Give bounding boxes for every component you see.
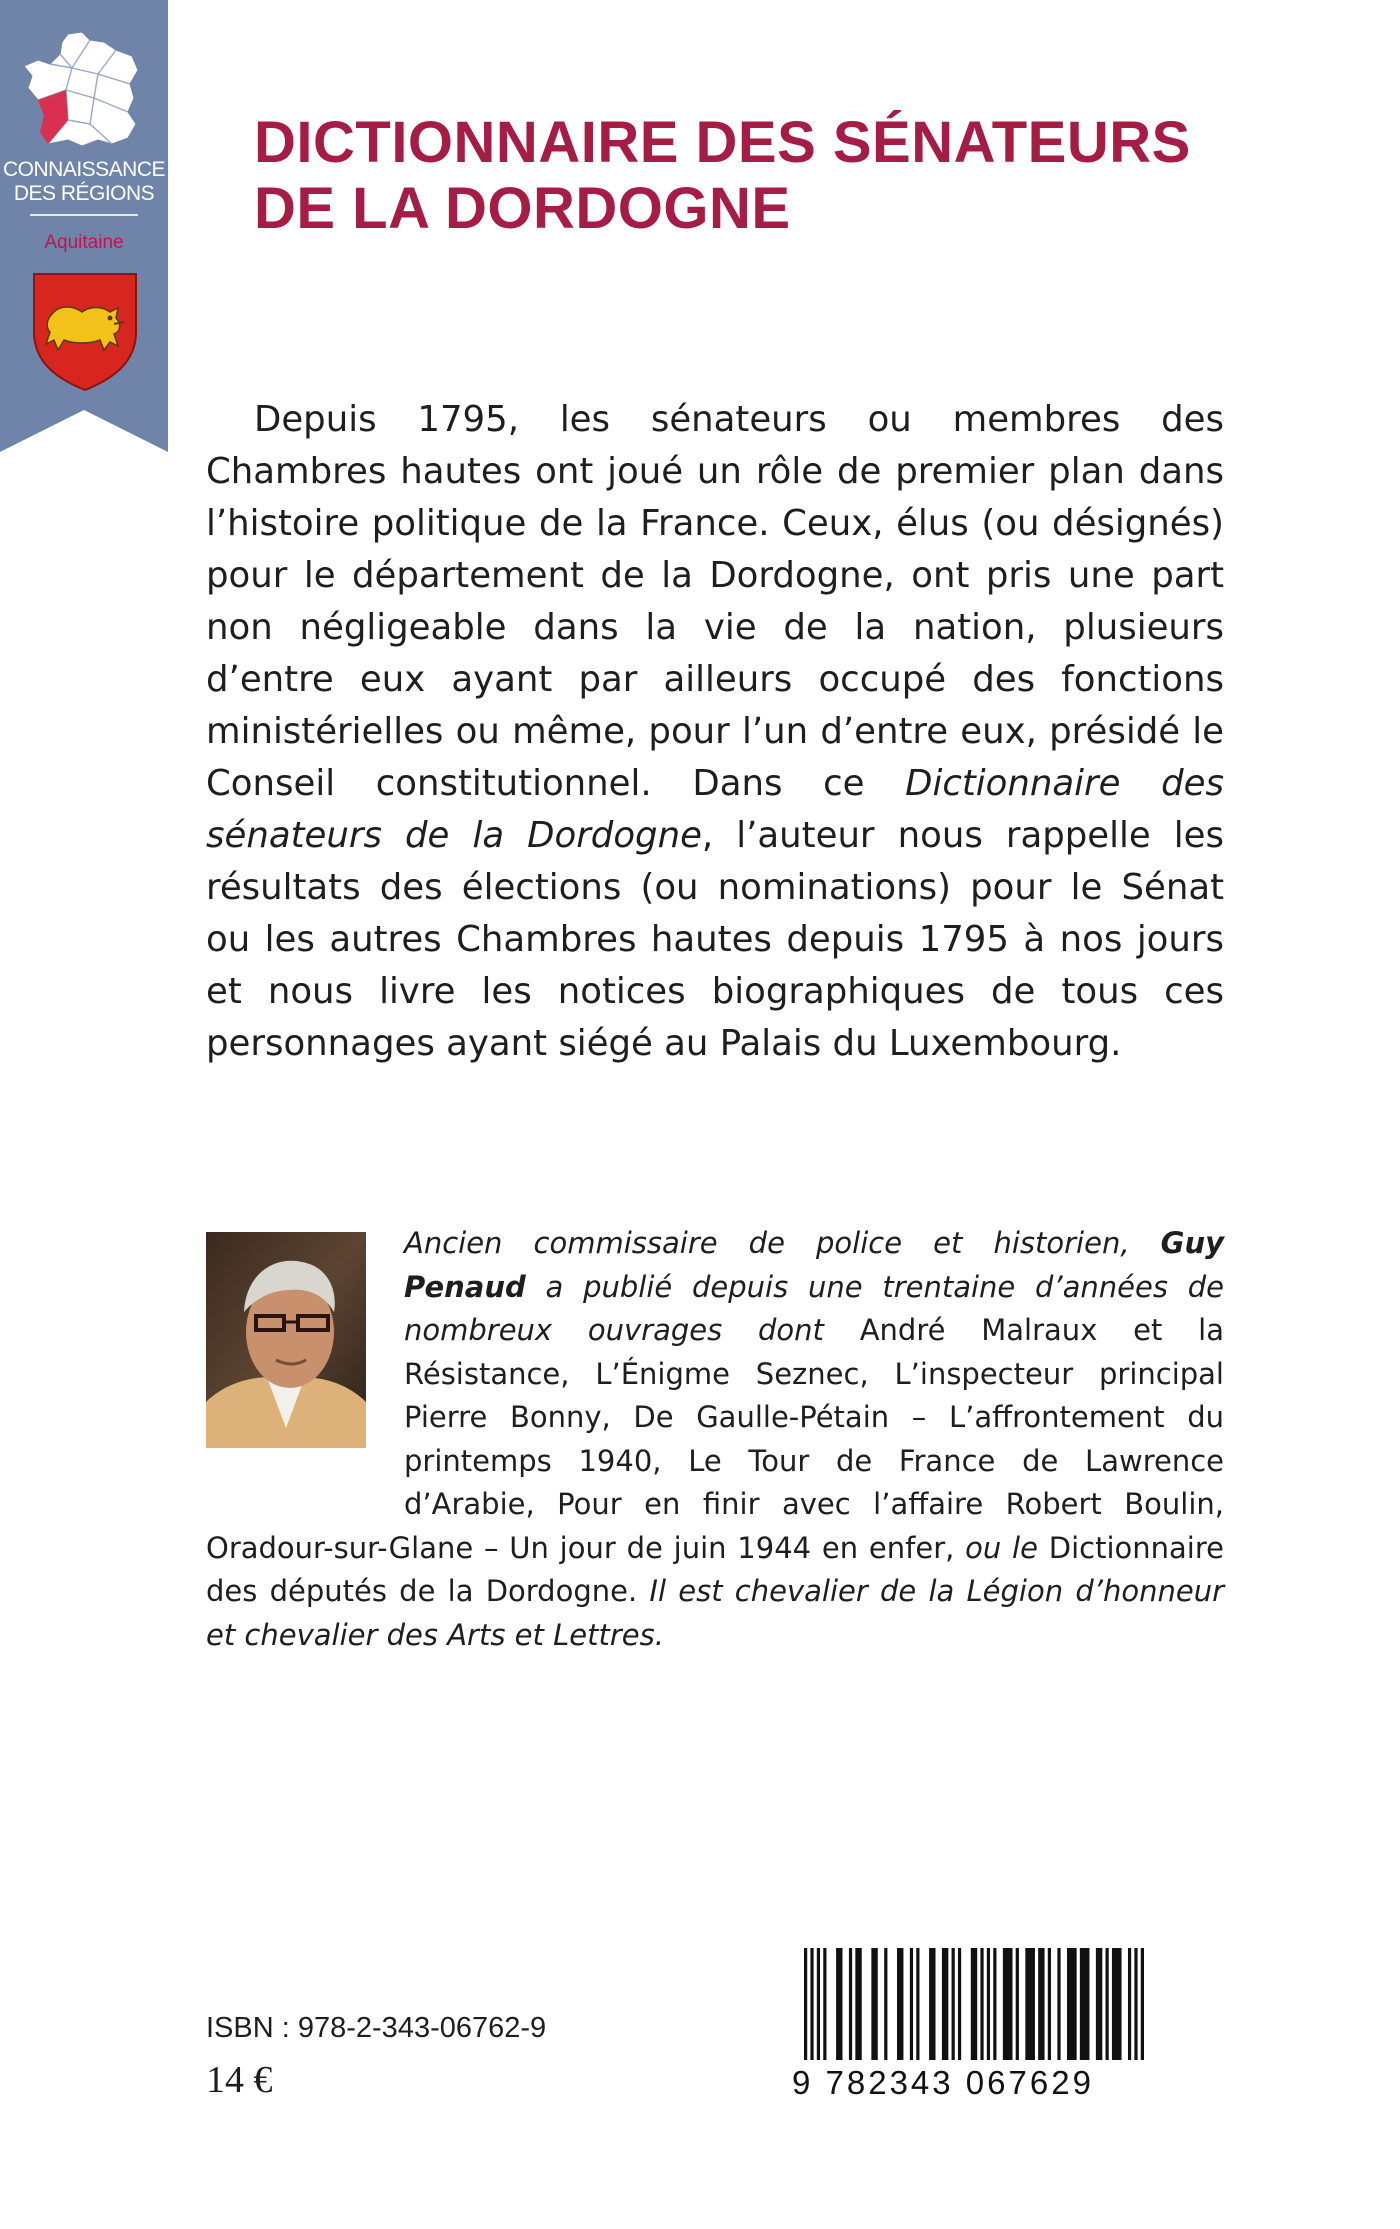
barcode-bar-20 <box>1003 1948 1013 2060</box>
back-cover-blurb <box>206 394 1224 1070</box>
barcode-bar-29 <box>1106 1948 1109 2060</box>
barcode-bar-2 <box>817 1948 820 2060</box>
barcode-bar-15 <box>958 1948 961 2060</box>
bio-works: André Malraux et la Résistance, L’Énigme Seznec, L’inspecteur principal Pierre Bonny, De Gaulle-Pétain – L’affrontement du printemps 1940, Le Tour de France de Lawrence d’Arabie, Pour en finir avec l’affaire Robert Boulin, Oradour-sur-Glane – Un jour de juin 1944 en enfer, <box>206 1313 1224 1565</box>
barcode-bar-4 <box>836 1948 842 2060</box>
barcode-bar-23 <box>1038 1948 1044 2060</box>
title-line-1: DICTIONNAIRE DES SÉNATEURS <box>254 110 1191 175</box>
barcode-bar-6 <box>855 1948 861 2060</box>
barcode-bar-32 <box>1134 1948 1137 2060</box>
barcode-bar-24 <box>1048 1948 1051 2060</box>
france-map-icon <box>20 28 146 154</box>
bio-last-work: Dictionnaire des députés de la Dordogne. <box>206 1530 1224 1608</box>
barcode-bar-5 <box>849 1948 852 2060</box>
barcode-bar-26 <box>1067 1948 1077 2060</box>
barcode-bar-28 <box>1096 1948 1102 2060</box>
barcode-bar-0 <box>804 1948 807 2060</box>
bio-or-the: ou le <box>954 1530 1049 1565</box>
ribbon-divider <box>30 214 138 216</box>
barcode-bar-21 <box>1016 1948 1019 2060</box>
barcode-bar-33 <box>1141 1948 1144 2060</box>
barcode-bar-11 <box>916 1948 919 2060</box>
barcode-digits: 9 782343 067629 <box>792 2064 1094 2101</box>
barcode-bar-16 <box>971 1948 977 2060</box>
book-title <box>254 110 1254 242</box>
barcode-bar-3 <box>823 1948 826 2060</box>
blurb-part-2: , l’auteur nous rappelle les résultats des élections (ou nominations) pour le Sénat ou les autres Chambres hautes depuis 1795 à nos jours et nous livre les notices biographiques de tous ces personnages ayant siégé au Palais du Luxembourg. <box>206 815 1224 1064</box>
barcode-bar-22 <box>1025 1948 1035 2060</box>
title-line-2: DE LA DORDOGNE <box>254 176 791 241</box>
barcode-bar-18 <box>987 1948 990 2060</box>
price: 14 € <box>206 2059 273 2101</box>
barcode-bar-13 <box>942 1948 948 2060</box>
barcode-bar-1 <box>810 1948 813 2060</box>
isbn: ISBN : 978-2-343-06762-9 <box>206 2012 547 2044</box>
barcode-bar-12 <box>929 1948 935 2060</box>
barcode-bar-25 <box>1057 1948 1060 2060</box>
barcode-bar-7 <box>871 1948 877 2060</box>
barcode-bar-31 <box>1128 1948 1131 2060</box>
bio-honors: Il est chevalier de la Légion d’honneur et chevalier des Arts et Lettres. <box>206 1574 1224 1652</box>
barcode-bar-10 <box>910 1948 913 2060</box>
author-name: Guy Penaud <box>404 1226 1224 1304</box>
bio-intro: Ancien commissaire de police et historien, <box>404 1226 1161 1260</box>
bio-intro-2: a publié depuis une trentaine d’années de nombreux ouvrages dont <box>404 1269 1224 1347</box>
barcode-bar-27 <box>1080 1948 1090 2060</box>
barcode-bar-17 <box>980 1948 983 2060</box>
series-line-1: CONNAISSANCE <box>2 158 166 181</box>
barcode-bar-14 <box>952 1948 955 2060</box>
photo-spacer <box>206 1222 404 1524</box>
region-name: Aquitaine <box>44 232 124 253</box>
barcode-bar-19 <box>993 1948 996 2060</box>
series-line-2: DES RÉGIONS <box>13 182 155 205</box>
blurb-part-1: Depuis 1795, les sénateurs ou membres des Chambres hautes ont joué un rôle de premier plan dans l’histoire politique de la France. Ceux, élus (ou désignés) pour le département de la Dordogne, ont pris une part non négligeable dans la vie de la nation, plusieurs d’entre eux ayant par ailleurs occupé des fonctions ministérielles ou même, pour l’un d’entre eux, présidé le Conseil constitutionnel. Dans ce <box>206 399 1224 804</box>
aquitaine-coat-of-arms-icon <box>30 270 140 392</box>
barcode-bar-30 <box>1112 1948 1122 2060</box>
blurb-italic-title: Dictionnaire des sénateurs de la Dordogne <box>206 763 1224 856</box>
author-bio <box>206 1222 1224 1657</box>
barcode-bar-9 <box>897 1948 903 2060</box>
barcode-bar-8 <box>884 1948 887 2060</box>
series-name <box>0 158 168 206</box>
series-ribbon <box>0 0 168 452</box>
